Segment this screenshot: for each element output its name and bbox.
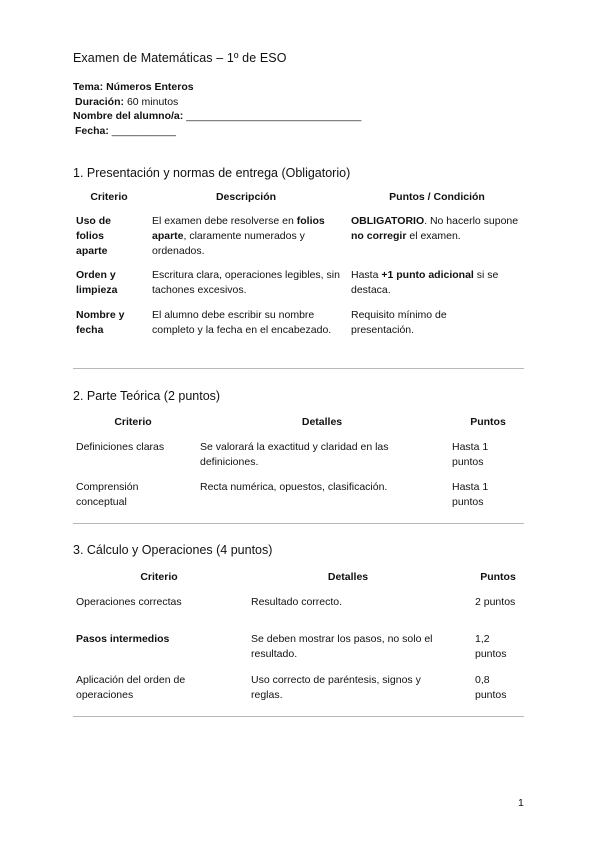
meta-duracion: Duración: 60 minutos xyxy=(75,95,179,108)
cell-puntos: Hasta 1 puntos xyxy=(452,481,489,508)
meta-tema: Tema: Números Enteros xyxy=(73,81,194,93)
cell-puntos: 0,8 puntos xyxy=(475,674,507,701)
cell-condicion: OBLIGATORIO. No hacerlo supone no corregir el examen. xyxy=(351,215,519,242)
cell-criterio: Comprensión conceptual xyxy=(76,481,139,508)
page-number: 1 xyxy=(518,797,524,809)
cell-criterio: Definiciones claras xyxy=(76,441,165,453)
cell-condicion: Requisito mínimo de presentación. xyxy=(351,309,447,336)
header-criterio: Criterio xyxy=(114,416,152,428)
section2-heading: 2. Parte Teórica (2 puntos) xyxy=(73,389,221,403)
cell-descripcion: El alumno debe escribir su nombre completo y la fecha en el encabezado. xyxy=(152,309,332,336)
section1-divider xyxy=(73,368,524,369)
section3-divider xyxy=(73,716,524,717)
header-puntos: Puntos / Condición xyxy=(389,191,485,203)
cell-condicion: Hasta +1 punto adicional si se destaca. xyxy=(351,269,499,296)
cell-criterio: Nombre y fecha xyxy=(76,309,125,336)
section3-heading: 3. Cálculo y Operaciones (4 puntos) xyxy=(73,543,273,557)
header-puntos: Puntos xyxy=(480,571,516,583)
header-criterio: Criterio xyxy=(90,191,128,203)
cell-descripcion: El examen debe resolverse en folios aparte, claramente numerados y ordenados. xyxy=(152,215,325,257)
cell-criterio: Aplicación del orden de operaciones xyxy=(76,674,186,701)
cell-puntos: 1,2 puntos xyxy=(475,633,507,660)
exam-meta xyxy=(73,80,361,138)
cell-descripcion: Escritura clara, operaciones legibles, sin tachones excesivos. xyxy=(152,269,340,296)
section2-divider xyxy=(73,523,524,524)
cell-detalles: Resultado correcto. xyxy=(251,596,343,608)
cell-criterio: Orden y limpieza xyxy=(76,269,118,296)
meta-fecha: Fecha: ___________ xyxy=(75,124,177,137)
section1-heading: 1. Presentación y normas de entrega (Obligatorio) xyxy=(73,166,351,180)
cell-detalles: Se deben mostrar los pasos, no solo el resultado. xyxy=(251,633,433,660)
cell-criterio: Uso de folios aparte xyxy=(76,215,112,257)
header-detalles: Detalles xyxy=(301,416,343,428)
cell-detalles: Recta numérica, opuestos, clasificación. xyxy=(200,481,388,493)
cell-puntos: 2 puntos xyxy=(475,596,516,608)
header-descripcion: Descripción xyxy=(215,191,277,203)
cell-criterio: Pasos intermedios xyxy=(76,633,170,645)
header-puntos: Puntos xyxy=(470,416,506,428)
document-title: Examen de Matemáticas – 1º de ESO xyxy=(73,51,287,65)
cell-detalles: Uso correcto de paréntesis, signos y reglas. xyxy=(251,674,421,701)
header-criterio: Criterio xyxy=(140,571,178,583)
cell-puntos: Hasta 1 puntos xyxy=(452,441,489,468)
cell-detalles: Se valorará la exactitud y claridad en las definiciones. xyxy=(200,441,389,468)
header-detalles: Detalles xyxy=(327,571,369,583)
meta-nombre: Nombre del alumno/a: ______________________________ xyxy=(73,110,362,122)
cell-criterio: Operaciones correctas xyxy=(76,596,182,608)
